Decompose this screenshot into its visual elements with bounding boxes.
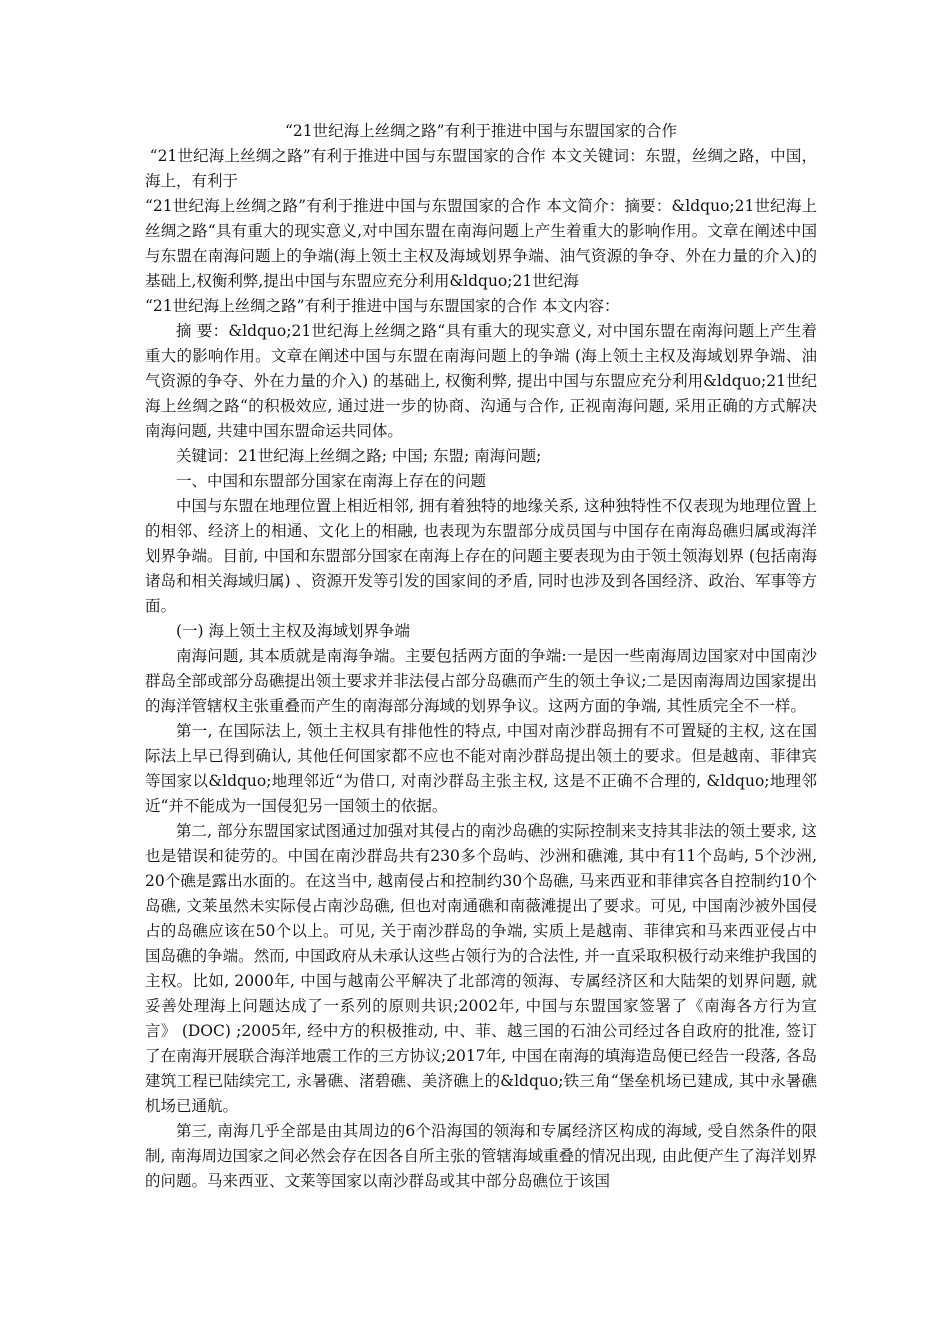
summary-line: “21世纪海上丝绸之路”有利于推进中国与东盟国家的合作 本文简介：摘要：&ldquo;21世纪海上丝绸之路“具有重大的现实意义,对中国东盟在南海问题上产生着重大的影响作用。文章在阐述中国与东盟在南海问题上的争端(海上领土主权及海域划界争端、油气资源的争夺、外在力量的介入)的基础上,权衡利弊,提出中国与东盟应充分利用&ldquo;21世纪海 xyxy=(145,197,817,290)
body-paragraph: 第三, 南海几乎全部是由其周边的6个沿海国的领海和专属经济区构成的海域, 受自然条件的限制, 南海周边国家之间必然会存在因各自所主张的管辖海域重叠的情况出现, 由此便产生了海洋划界的问题。马来西亚、文莱等国家以南沙群岛或其中部分岛礁位于该国 xyxy=(145,1122,817,1190)
body-paragraph: 中国与东盟在地理位置上相近相邻, 拥有着独特的地缘关系, 这种独特性不仅表现为地理位置上的相邻、经济上的相通、文化上的相融, 也表现为东盟部分成员国与中国存在南海岛礁归属或海洋划界争端。目前, 中国和东盟部分国家在南海上存在的问题主要表现为由于领土领海划界 (包括南海诸岛和相关海域归属) 、资源开发等引发的国家间的矛盾, 同时也涉及到各国经济、政治、军事等方面。 xyxy=(145,497,817,615)
body-paragraph: 第一, 在国际法上, 领土主权具有排他性的特点, 中国对南沙群岛拥有不可置疑的主权, 这在国际法上早已得到确认, 其他任何国家都不应也不能对南沙群岛提出领土的要求。但是越南、菲律宾等国家以&ldquo;地理邻近“为借口, 对南沙群岛主张主权, 这是不正确不合理的, &ldquo;地理邻近“并不能成为一国侵犯另一国领土的依据。 xyxy=(145,722,817,815)
keywords-paragraph: 关键词：21世纪海上丝绸之路; 中国; 东盟; 南海问题; xyxy=(176,447,542,465)
subsection-heading: (一) 海上领土主权及海域划界争端 xyxy=(176,622,411,640)
document-page xyxy=(145,118,817,1194)
document-title: “21世纪海上丝绸之路”有利于推进中国与东盟国家的合作 xyxy=(284,122,678,140)
body-paragraph: 第二, 部分东盟国家试图通过加强对其侵占的南沙岛礁的实际控制来支持其非法的领土要求, 这也是错误和徒劳的。中国在南沙群岛共有230多个岛屿、沙洲和礁滩, 其中有11个岛屿, 5个沙洲, 20个礁是露出水面的。在这当中, 越南侵占和控制约30个岛礁, 马来西亚和菲律宾各自控制约10个岛礁, 文莱虽然未实际侵占南沙岛礁, 但也对南通礁和南薇滩提出了要求。可见, 中国南沙被外国侵占的岛礁应该在50个以上。可见, 关于南沙群岛的争端, 实质上是越南、菲律宾和马来西亚侵占中国岛礁的争端。然而, 中国政府从未承认这些占领行为的合法性, 并一直采取积极行动来维护我国的主权。比如, 2000年, 中国与越南公平解决了北部湾的领海、专属经济区和大陆架的划界问题, 就妥善处理海上问题达成了一系列的原则共识;2002年, 中国与东盟国家签署了《南海各方行为宣言》 (DOC) ;2005年, 经中方的积极推动, 中、菲、越三国的石油公司经过各自政府的批准, 签订了在南海开展联合海洋地震工作的三方协议;2017年, 中国在南海的填海造岛便已经告一段落, 各岛建筑工程已陆续完工, 永暑礁、渚碧礁、美济礁上的&ldquo;铁三角“堡垒机场已建成, 其中永暑礁机场已通航。 xyxy=(145,822,817,1115)
body-paragraph: 南海问题, 其本质就是南海争端。主要包括两方面的争端:一是因一些南海周边国家对中国南沙群岛全部或部分岛礁提出领土要求并非法侵占部分岛礁而产生的领土争议;二是因南海周边国家提出的海洋管辖权主张重叠而产生的南海部分海域的划界争议。这两方面的争端, 其性质完全不一样。 xyxy=(145,647,817,715)
abstract-paragraph: 摘 要：&ldquo;21世纪海上丝绸之路“具有重大的现实意义, 对中国东盟在南海问题上产生着重大的影响作用。文章在阐述中国与东盟在南海问题上的争端 (海上领土主权及海域划界争端、油气资源的争夺、外在力量的介入) 的基础上, 权衡利弊, 提出中国与东盟应充分利用&ldquo;21世纪海上丝绸之路“的积极效应, 通过进一步的协商、沟通与合作, 正视南海问题, 采用正确的方式解决南海问题, 共建中国东盟命运共同体。 xyxy=(145,322,817,440)
section-heading: 一、中国和东盟部分国家在南海上存在的问题 xyxy=(176,472,487,490)
keywords-line: “21世纪海上丝绸之路”有利于推进中国与东盟国家的合作 本文关键词：东盟，丝绸之路，中国，海上，有利于 xyxy=(145,147,817,190)
content-line: “21世纪海上丝绸之路”有利于推进中国与东盟国家的合作 本文内容： xyxy=(145,297,620,315)
